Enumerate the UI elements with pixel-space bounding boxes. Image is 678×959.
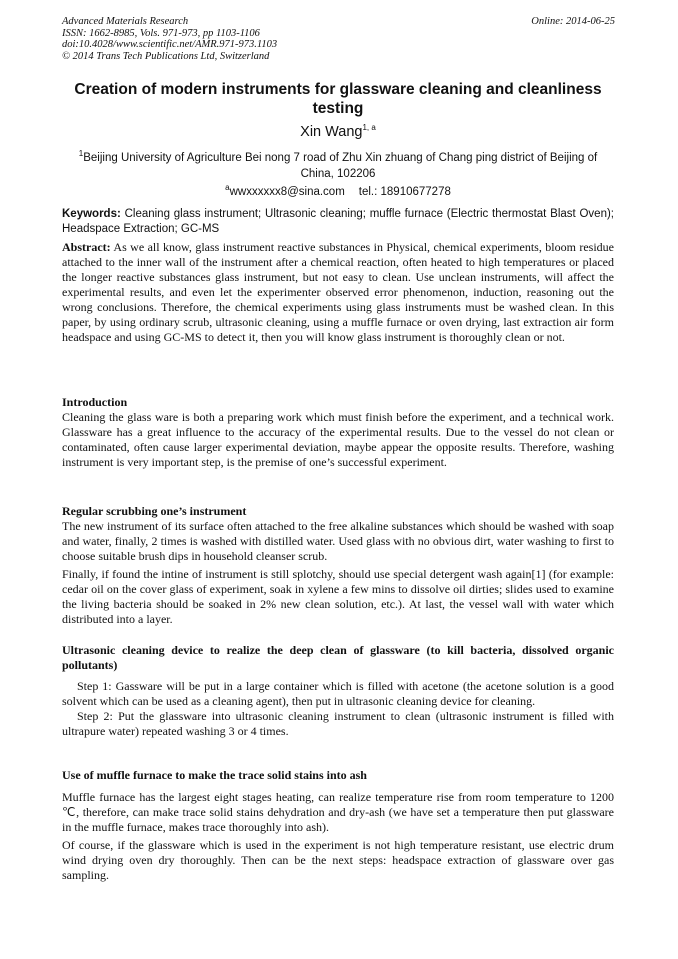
telephone: tel.: 18910677278 (358, 186, 451, 198)
affiliation-text: Beijing University of Agriculture Bei nong 7 road of Zhu Xin zhuang of Chang ping district of Beijing of China, 102206 (83, 152, 598, 180)
abstract-text: As we all know, glass instrument reactive substances in Physical, chemical experiments, bloom residue attached to the inner wall of the instrument after a chemical reaction, often heated to high temperatures or placed the longer reactive substances glass instrument, but not easy to clean. Use unclean instruments, will affect the experimental results, and even let the experimenter observed error phenomenon, induction, reasoning out the wrong conclusions. Therefore, the chemical experiments using glass instruments must be washed clean. In this paper, by using ordinary scrub, ultrasonic cleaning, using a muffle furnace or oven drying, last extraction air form headspace and using GC-MS to detect it, then you will know glass instrument is thoroughly clean or not. (62, 240, 614, 344)
section-heading: Use of muffle furnace to make the trace solid stains into ash (62, 768, 367, 782)
online-date: Online: 2014-06-25 (531, 16, 615, 27)
email-superscript: a (225, 183, 230, 193)
section-muffle-furnace (62, 768, 614, 883)
keywords-text: Cleaning glass instrument; Ultrasonic cleaning; muffle furnace (Electric thermostat Blast Oven); Headspace Extraction; GC-MS (62, 208, 614, 235)
author-line (62, 124, 614, 140)
journal-header (62, 16, 277, 62)
section-heading: Introduction (62, 395, 128, 409)
keywords-label: Keywords: (62, 208, 121, 220)
abstract (62, 240, 614, 345)
keywords (62, 207, 614, 237)
section-heading: Ultrasonic cleaning device to realize the deep clean of glassware (to kill bacteria, dissolved organic pollutants) (62, 643, 614, 672)
paragraph: Cleaning the glass ware is both a preparing work which must finish before the experiment, and a technical work. Glassware has a great influence to the accuracy of the experimental results. Due to the vessel do not clean or contaminated, often cause larger experimental deviation, maybe appear the opposite results. Therefore, washing instrument is very important step, is the premise of one’s successful experiment. (62, 410, 614, 469)
email-address: wwxxxxxx8@sina.com (229, 186, 345, 198)
section-regular-scrubbing (62, 504, 614, 627)
paper-title: Creation of modern instruments for glassware cleaning and cleanliness testing (74, 81, 602, 117)
paragraph: Finally, if found the intine of instrument is still splotchy, should use special detergent wash again[1] (for example: cedar oil on the cover glass of experiment, soak in xylene a few mins to dissolve oil dirties; slides used to examine the living bacteria should be soaked in 2% new clean solution, etc.). At last, the vessel wall with water which distributed into a layer. (62, 567, 614, 626)
paragraph: Step 1: Gassware will be put in a large container which is filled with acetone (the acetone solution is a good solvent which can be used as a cleaning agent), then put in ultrasonic cleaning device for cleaning. (62, 679, 614, 708)
paragraph: Step 2: Put the glassware into ultrasonic cleaning instrument to clean (ultrasonic instrument is filled with ultrapure water) repeated washing 3 or 4 times. (62, 709, 614, 738)
journal-name: Advanced Materials Research (62, 16, 189, 27)
section-heading: Regular scrubbing one’s instrument (62, 504, 247, 518)
section-ultrasonic-cleaning (62, 643, 614, 739)
author-name: Xin Wang (300, 124, 363, 140)
abstract-label: Abstract: (62, 240, 111, 254)
copyright-line: © 2014 Trans Tech Publications Ltd, Switzerland (62, 50, 270, 62)
affiliation-superscript: 1 (78, 149, 84, 159)
paragraph: Of course, if the glassware which is used in the experiment is not high temperature resistant, use electric drum wind drying oven dry thoroughly. Then can be the next steps: headspace extraction of glassware over gas sampling. (62, 838, 614, 882)
contact-line (62, 183, 614, 198)
issn-line: ISSN: 1662-8985, Vols. 971-973, pp 1103-1106 (62, 27, 260, 39)
paragraph: The new instrument of its surface often attached to the free alkaline substances which should be washed with soap and water, finally, 2 times is washed with distilled water. Used glass with no obvious dirt, water washing to first to choose suitable brush dips in household cleanser scrub. (62, 519, 614, 563)
affiliation (62, 150, 614, 182)
paragraph: Muffle furnace has the largest eight stages heating, can realize temperature rise from room temperature to 1200 ℃, therefore, can make trace solid stains dehydration and dry-ash (we have set a temperature then put glassware in the muffle furnace, makes trace thoroughly into ash). (62, 790, 614, 834)
author-superscript: 1, a (362, 123, 376, 133)
section-introduction (62, 395, 614, 470)
doi-line: doi:10.4028/www.scientific.net/AMR.971-973.1103 (62, 39, 278, 50)
